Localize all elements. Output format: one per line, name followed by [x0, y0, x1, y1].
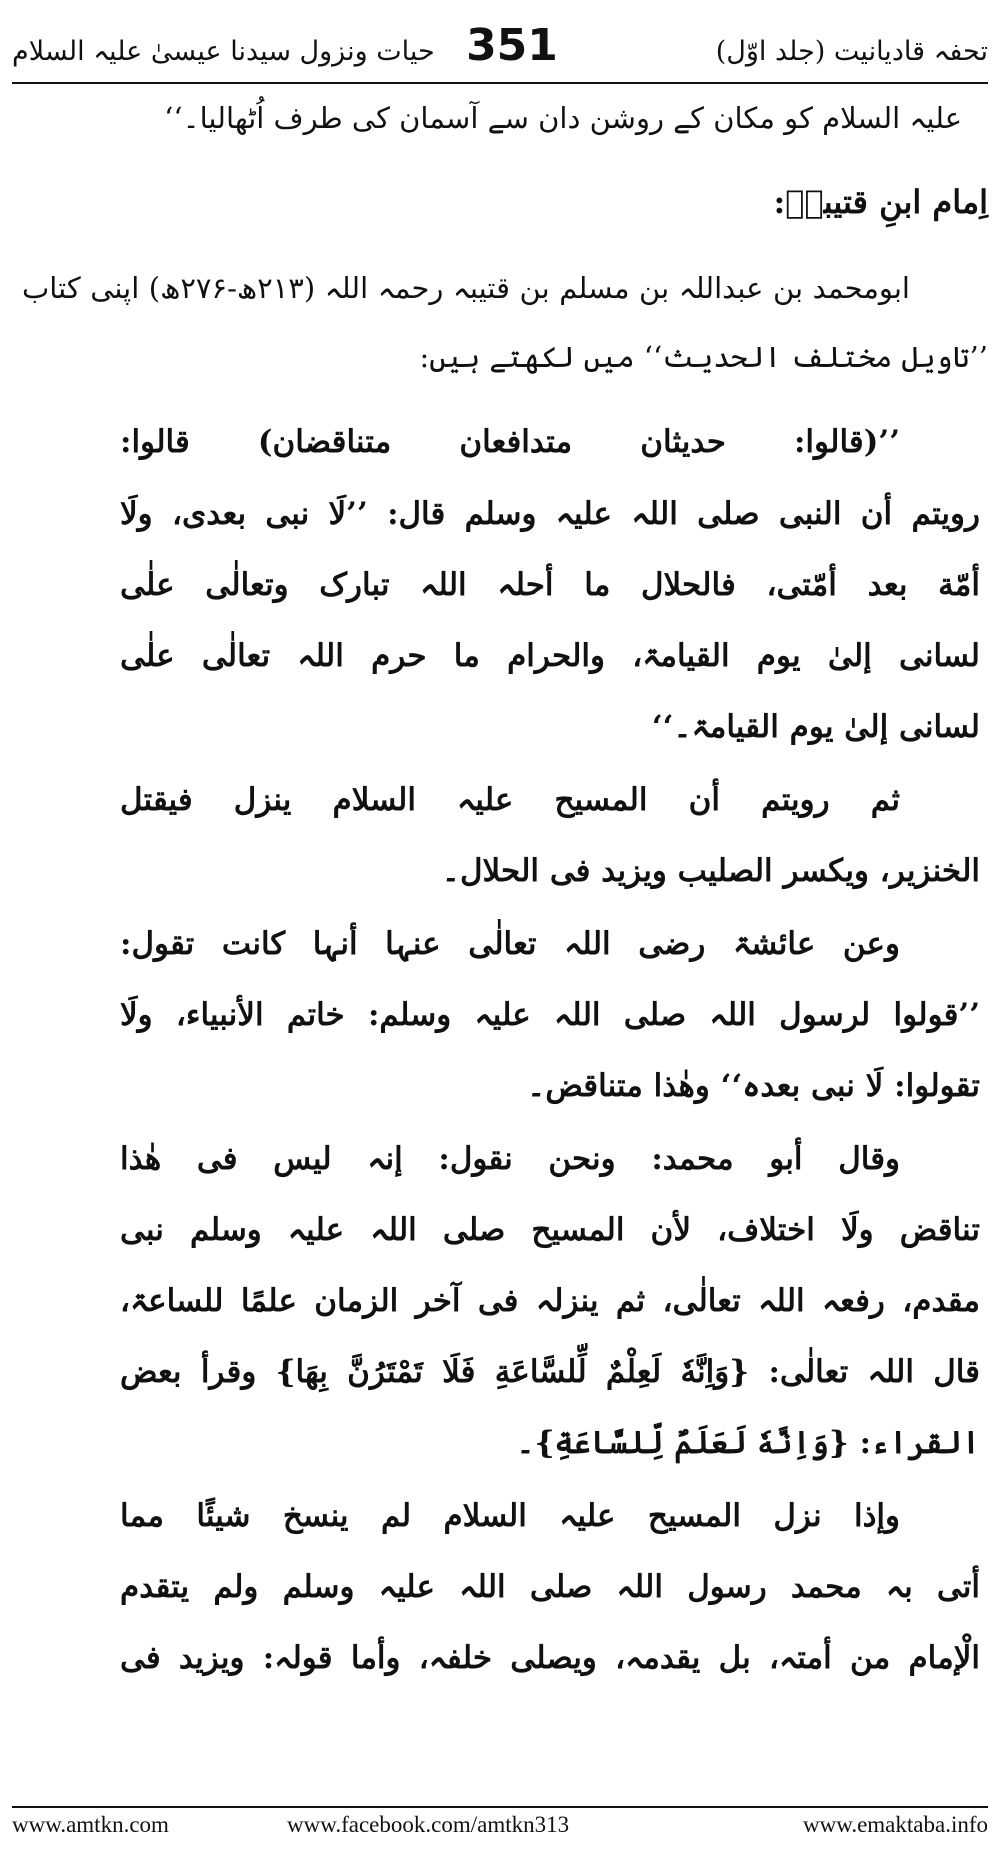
arabic-quote-line: وقال أبو محمد: ونحن نقول: إنہ لیس فی ھٰذا [120, 1141, 900, 1177]
arabic-quote-line: رویتم أن النبی صلی اللہ علیہ وسلم قال: ’’لَا نبی بعدی، ولَا [120, 496, 980, 532]
arabic-quote-line: الخنزیر، ویکسر الصلیب ویزید فی الحلال۔ [441, 853, 980, 889]
arabic-quote-line: وعن عائشۃ رضی اللہ تعالٰی عنہا أنہا کانت تقول: [120, 926, 900, 962]
running-header [12, 18, 988, 84]
arabic-quote-line: تناقض ولَا اختلاف، لأن المسیح صلی اللہ علیہ وسلم نبی [120, 1212, 980, 1248]
section-heading: اِمام ابنِ قتیبہؒ: [773, 183, 988, 221]
arabic-quote-line: أتی بہ محمد رسول اللہ صلی اللہ علیہ وسلم ولم یتقدم [120, 1569, 980, 1605]
arabic-quote-line: مقدم، رفعہ اللہ تعالٰی، ثم ینزلہ فی آخر الزمان علمًا للساعۃ، [120, 1283, 980, 1319]
text-line: علیہ السلام کو مکان کے روشن دان سے آسمان کی طرف اُٹھالیا۔‘‘ [164, 101, 962, 135]
arabic-quote-line: ’’قولوا لرسول اللہ صلی اللہ علیہ وسلم: خاتم الأنبیاء، ولَا [120, 997, 980, 1033]
arabic-quote-line: لسانی إلیٰ یوم القیامۃ، والحرام ما حرم اللہ تعالٰی علٰی [120, 638, 980, 674]
header-divider [12, 82, 988, 84]
footer-link-amtkn[interactable]: www.amtkn.com [12, 1812, 169, 1837]
footer-link-emaktaba[interactable]: www.emaktaba.info [803, 1812, 988, 1837]
page-number: 351 [466, 20, 558, 71]
arabic-quote-line: قال اللہ تعالٰی: {وَاِنَّهٗ لَعِلْمٌ لِّلسَّاعَةِ فَلَا تَمْتَرُنَّ بِهَا} وقرأ بعض [120, 1354, 980, 1390]
text-line: ’’تاویل مختلف الحدیث‘‘ میں لکھتے ہیں: [419, 340, 988, 374]
footer-divider [12, 1806, 988, 1808]
book-title: تحفہ قادیانیت (جلد اوّل) [715, 36, 988, 67]
footer [12, 1812, 988, 1844]
arabic-quote-line: ’’(قالوا: حدیثان متدافعان متناقضان) قالوا: [120, 424, 900, 460]
arabic-quote-line: وإذا نزل المسیح علیہ السلام لم ینسخ شیئًا مما [120, 1498, 900, 1534]
arabic-quote-line: القراء: {وَاِنَّهٗ لَعَلَمٌ لِّلسَّاعَةِ}۔ [516, 1425, 980, 1461]
footer-link-facebook[interactable]: www.facebook.com/amtkn313 [287, 1812, 570, 1837]
arabic-quote-line: تقولوا: لَا نبی بعدہ‘‘ وھٰذا متناقض۔ [527, 1068, 980, 1104]
arabic-quote-line: لسانی إلیٰ یوم القیامۃ۔‘‘ [651, 709, 980, 745]
arabic-quote-line: ثم رویتم أن المسیح علیہ السلام ینزل فیقتل [120, 782, 900, 818]
chapter-title: حیات ونزول سیدنا عیسیٰ علیہ السلام [12, 36, 435, 67]
arabic-quote-line: الْإمام من أمتہ، بل یقدمہ، ویصلی خلفہ، وأما قولہ: ویزید فی [120, 1640, 980, 1676]
arabic-quote-line: أمّة بعد أمّتی، فالحلال ما أحلہ اللہ تبارک وتعالٰی علٰی [120, 567, 980, 603]
text-line: ابومحمد بن عبداللہ بن مسلم بن قتیبہ رحمہ اللہ (۲۱۳ھ-۲۷۶ھ) اپنی کتاب [22, 271, 910, 305]
